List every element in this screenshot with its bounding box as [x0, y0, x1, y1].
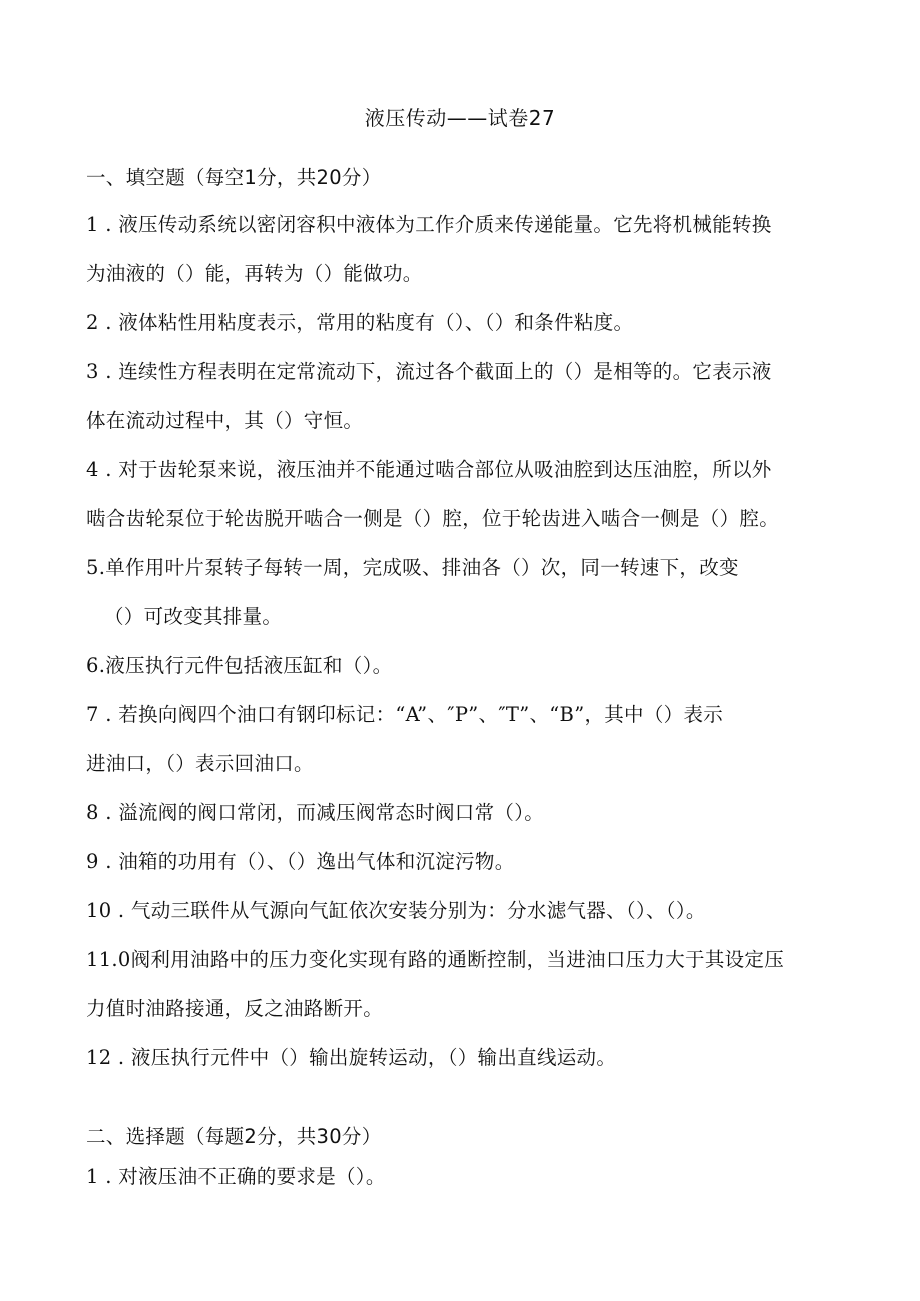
q10-line-1: 10 . 气动三联件从气源向气缸依次安装分别为：分水滤气器、（）、（）。 — [86, 899, 706, 922]
exam-title: 液压传动——试卷27 — [364, 106, 556, 130]
q4-line-2: 啮合齿轮泵位于轮齿脱开啮合一侧是（）腔，位于轮齿进入啮合一侧是（）腔。 — [86, 507, 780, 530]
q1-line-2: 为油液的（）能，再转为（）能做功。 — [86, 262, 423, 285]
q1-line-1: 1 . 液压传动系统以密闭容积中液体为工作介质来传递能量。它先将机械能转换 — [86, 213, 772, 236]
q8-line-1: 8 . 溢流阀的阀口常闭，而减压阀常态时阀口常（）。 — [86, 801, 545, 824]
s2-q1-line-1: 1 . 对液压油不正确的要求是（）。 — [86, 1165, 386, 1188]
section-1-heading: 一、填空题（每空1分，共20分） — [86, 166, 382, 189]
q9-line-1: 9 . 油箱的功用有（）、（）逸出气体和沉淀污物。 — [86, 850, 515, 873]
q5-line-1: 5.单作用叶片泵转子每转一周，完成吸、排油各（）次，同一转速下，改变 — [86, 556, 739, 579]
q6-line-1: 6.液压执行元件包括液压缸和（）。 — [86, 654, 393, 677]
q3-line-2: 体在流动过程中，其（）守恒。 — [86, 409, 364, 432]
q4-line-1: 4 . 对于齿轮泵来说，液压油并不能通过啮合部位从吸油腔到达压油腔，所以外 — [86, 458, 772, 481]
q7-line-1: 7 . 若换向阀四个油口有钢印标记：“A”、″P”、″T”、“B”，其中（）表示 — [86, 703, 724, 726]
q3-line-1: 3 . 连续性方程表明在定常流动下，流过各个截面上的（）是相等的。它表示液 — [86, 360, 772, 383]
section-2-heading: 二、选择题（每题2分，共30分） — [86, 1125, 382, 1148]
q2-line-1: 2 . 液体粘性用粘度表示，常用的粘度有（）、（）和条件粘度。 — [86, 311, 634, 334]
q5-line-2: （）可改变其排量。 — [104, 605, 283, 628]
q7-line-2: 进油口，（）表示回油口。 — [86, 752, 314, 775]
q12-line-1: 12 . 液压执行元件中（）输出旋转运动，（）输出直线运动。 — [86, 1046, 617, 1069]
q11-line-1: 11.0阀利用油路中的压力变化实现有路的通断控制，当进油口压力大于其设定压 — [86, 948, 785, 971]
q11-line-2: 力值时油路接通，反之油路断开。 — [86, 997, 384, 1020]
